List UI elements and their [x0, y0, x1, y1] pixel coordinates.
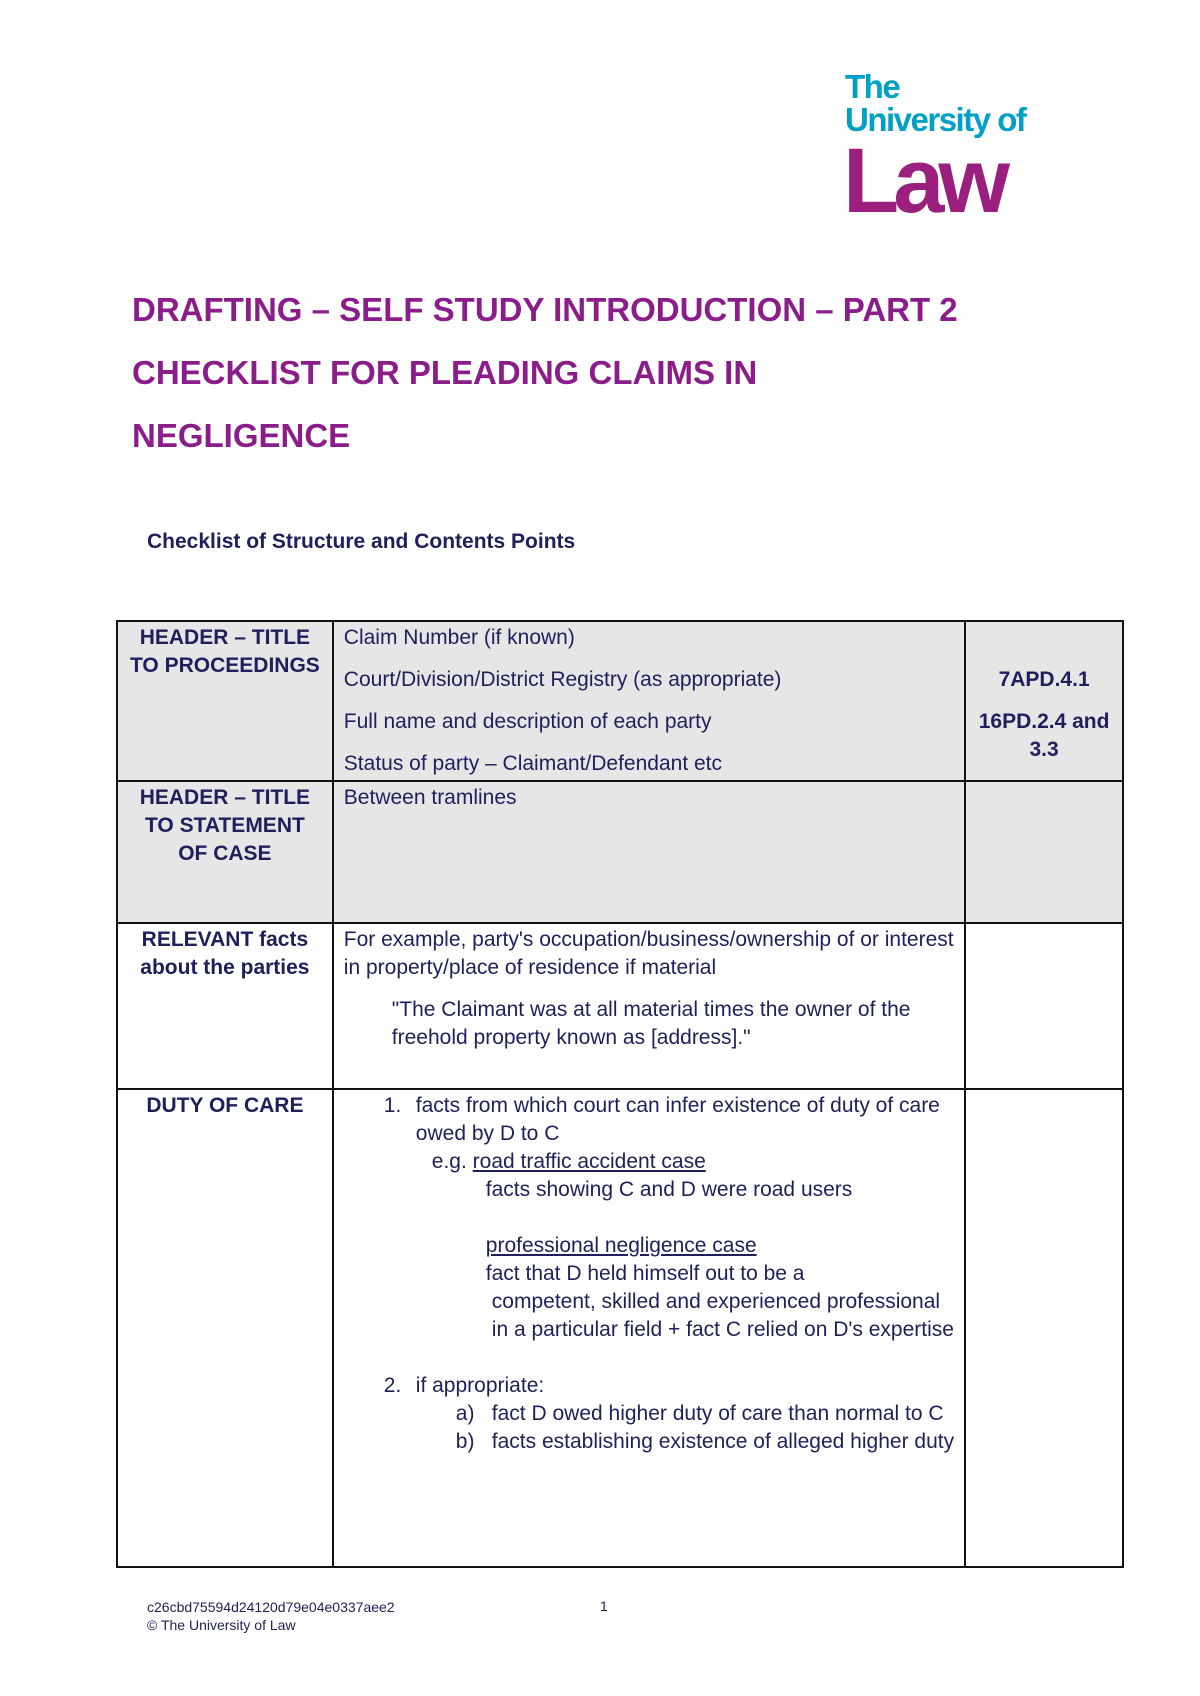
list-text: facts from which court can infer existence of duty of care owed by D to C [415, 1094, 940, 1145]
content-text: For example, party's occupation/business/ownership of or interest in property/place of residence if material [343, 928, 954, 979]
content-line: Court/Division/District Registry (as appropriate) [343, 668, 782, 691]
row-content [333, 923, 965, 1089]
list-number: 2. [383, 1374, 402, 1397]
content-line: Claim Number (if known) [343, 626, 575, 649]
content-line: Status of party – Claimant/Defendant etc [343, 752, 723, 775]
logo-line-2: University of [845, 101, 1026, 138]
logo-line-3: Law [843, 130, 1004, 232]
table-row [117, 621, 1123, 781]
logo-line-1: The [845, 68, 900, 105]
row-content: Between tramlines [333, 781, 965, 923]
professional-fact-detail: competent, skilled and experienced professional in a particular field + fact C relied on D's expertise [491, 1290, 954, 1341]
sub-list-item [344, 1400, 954, 1428]
example-quote: "The Claimant was at all material times the owner of the freehold property known as [address]." [391, 998, 911, 1049]
row-heading: DUTY OF CARE [117, 1089, 333, 1567]
rta-facts: facts showing C and D were road users [485, 1178, 853, 1201]
row-reference [965, 1089, 1123, 1567]
table-row [117, 781, 1123, 923]
row-heading: RELEVANT facts about the parties [117, 923, 333, 1089]
list-number: 1. [383, 1094, 402, 1117]
row-heading: HEADER – TITLE TO STATEMENT OF CASE [117, 781, 333, 923]
example-line [344, 1148, 954, 1176]
row-reference [965, 781, 1123, 923]
row-reference [965, 923, 1123, 1089]
sub-list-label: b) [455, 1430, 475, 1453]
row-heading: HEADER – TITLE TO PROCEEDINGS [117, 621, 333, 781]
professional-fact-line: fact that D held himself out to be a [485, 1262, 805, 1285]
title-line-3: NEGLIGENCE [132, 417, 351, 454]
page-number: 1 [600, 1598, 608, 1614]
checklist-table [116, 620, 1124, 1568]
rta-case-link: road traffic accident case [472, 1150, 706, 1173]
row-content [333, 1089, 965, 1567]
sub-list-text: fact D owed higher duty of care than normal to C [491, 1402, 944, 1425]
list-text: if appropriate: [415, 1374, 545, 1397]
professional-negligence-link: professional negligence case [485, 1234, 757, 1257]
row-content [333, 621, 965, 781]
example-prefix: e.g. [431, 1150, 473, 1173]
page-footer [147, 1598, 395, 1634]
university-of-law-logo [843, 68, 1055, 232]
title-line-2: CHECKLIST FOR PLEADING CLAIMS IN [132, 354, 758, 391]
sub-list-text: facts establishing existence of alleged higher duty [491, 1430, 955, 1453]
list-item [344, 1092, 954, 1148]
row-reference [965, 621, 1123, 781]
list-item [344, 1372, 954, 1400]
content-line: Full name and description of each party [343, 710, 712, 733]
sub-list-label: a) [455, 1402, 475, 1425]
document-title [132, 278, 1112, 467]
copyright-notice: © The University of Law [147, 1617, 296, 1633]
table-row [117, 1089, 1123, 1567]
table-row [117, 923, 1123, 1089]
section-subheading: Checklist of Structure and Contents Points [147, 530, 576, 553]
reference-16pd: 16PD.2.4 and 3.3 [978, 710, 1110, 761]
document-id: c26cbd75594d24120d79e04e0337aee2 [147, 1599, 395, 1615]
title-line-1: DRAFTING – SELF STUDY INTRODUCTION – PART 2 [132, 291, 958, 328]
sub-list-item [344, 1428, 954, 1456]
reference-7apd: 7APD.4.1 [998, 668, 1090, 691]
